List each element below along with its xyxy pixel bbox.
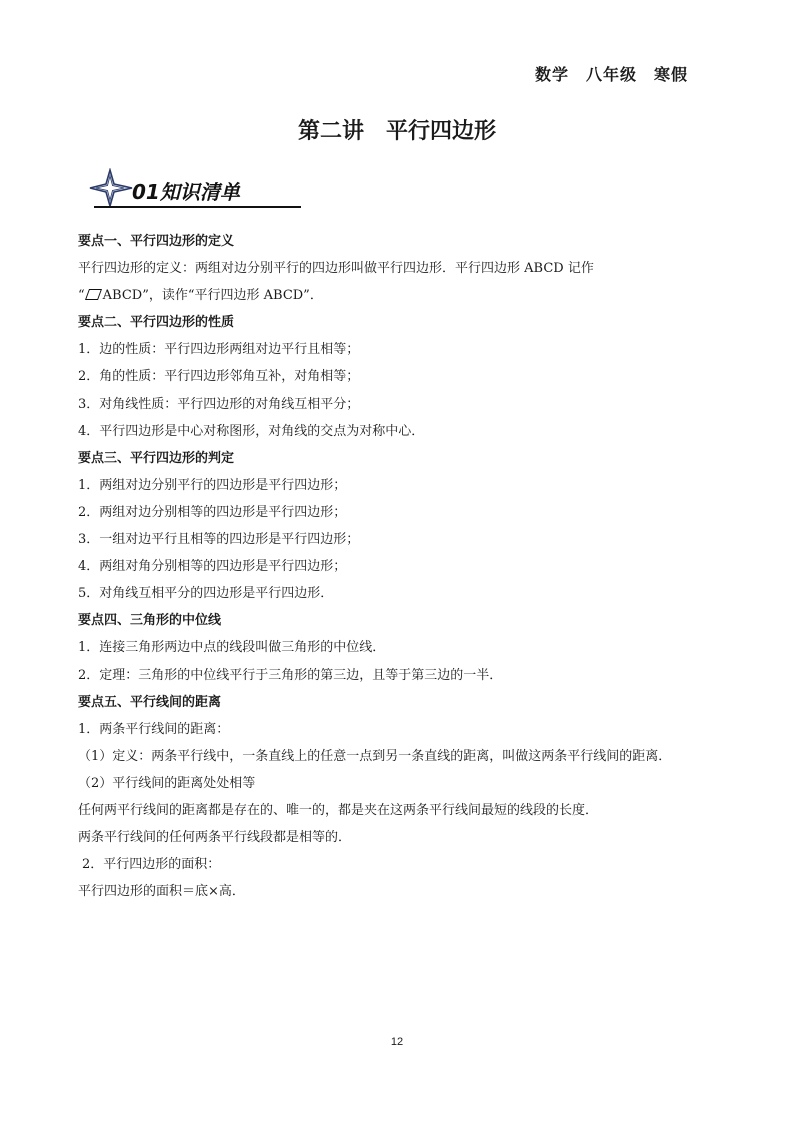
parallelogram-symbol-icon [85,289,102,300]
section-heading: 要点二、平行四边形的性质 [78,315,235,331]
definition-paragraph: （1）定义：两条平行线中，一条直线上的任意一点到另一条直线的距离，叫做这两条平行线间的距离． [78,748,672,764]
subject-header: 数学 八年级 寒假 [534,65,688,84]
list-item: 4．平行四边形是中心对称图形，对角线的交点为对称中心． [78,423,425,439]
text-line: 2．平行四边形的面积： [82,857,221,873]
four-point-star-icon [88,168,134,208]
definition-text: 平行四边形的定义：两组对边分别平行的四边形叫做平行四边形．平行四边形 ABCD 记作 [78,261,594,277]
page-number: 12 [390,1036,404,1048]
list-item: 2．角的性质：平行四边形邻角互补，对角相等； [78,369,360,385]
section-heading: 要点一、平行四边形的定义 [78,234,235,249]
list-item: 3．一组对边平行且相等的四边形是平行四边形； [78,532,360,548]
list-item: 3．对角线性质：平行四边形的对角线互相平分； [78,396,360,412]
list-item: 1．连接三角形两边中点的线段叫做三角形的中位线． [78,640,386,656]
text-line: 任何两平行线间的距离都是存在的、唯一的，都是夹在这两条平行线间最短的线段的长度． [78,802,599,818]
text-line: 平行四边形的面积＝底×高． [78,884,245,900]
list-item: 4．两组对角分别相等的四边形是平行四边形； [78,559,347,575]
text-line: 1．两条平行线间的距离： [78,721,230,737]
list-item: 2．定理：三角形的中位线平行于三角形的第三边，且等于第三边的一半． [78,667,503,683]
section-heading: 要点三、平行四边形的判定 [78,450,235,466]
text-line: 两条平行线间的任何两条平行线段都是相等的． [78,830,352,846]
content-body [78,228,718,905]
list-item: 1．边的性质：平行四边形两组对边平行且相等； [78,342,360,358]
text-line: （2）平行线间的距离处处相等 [78,775,256,791]
list-item: 1．两组对边分别平行的四边形是平行四边形； [78,477,347,493]
banner-underline [94,206,301,208]
banner-label: 01知识清单 [132,180,240,204]
definition-note [78,282,718,309]
note-prefix: “ [78,288,85,304]
list-item: 5．对角线互相平分的四边形是平行四边形． [78,586,334,602]
knowledge-list-banner [88,168,303,212]
note-suffix: ABCD”，读作“平行四边形 ABCD”． [102,288,323,304]
section-heading: 要点五、平行线间的距离 [78,694,222,710]
page-title: 第二讲 平行四边形 [297,119,496,144]
section-heading: 要点四、三角形的中位线 [78,613,222,629]
list-item: 2．两组对边分别相等的四边形是平行四边形； [78,504,347,520]
